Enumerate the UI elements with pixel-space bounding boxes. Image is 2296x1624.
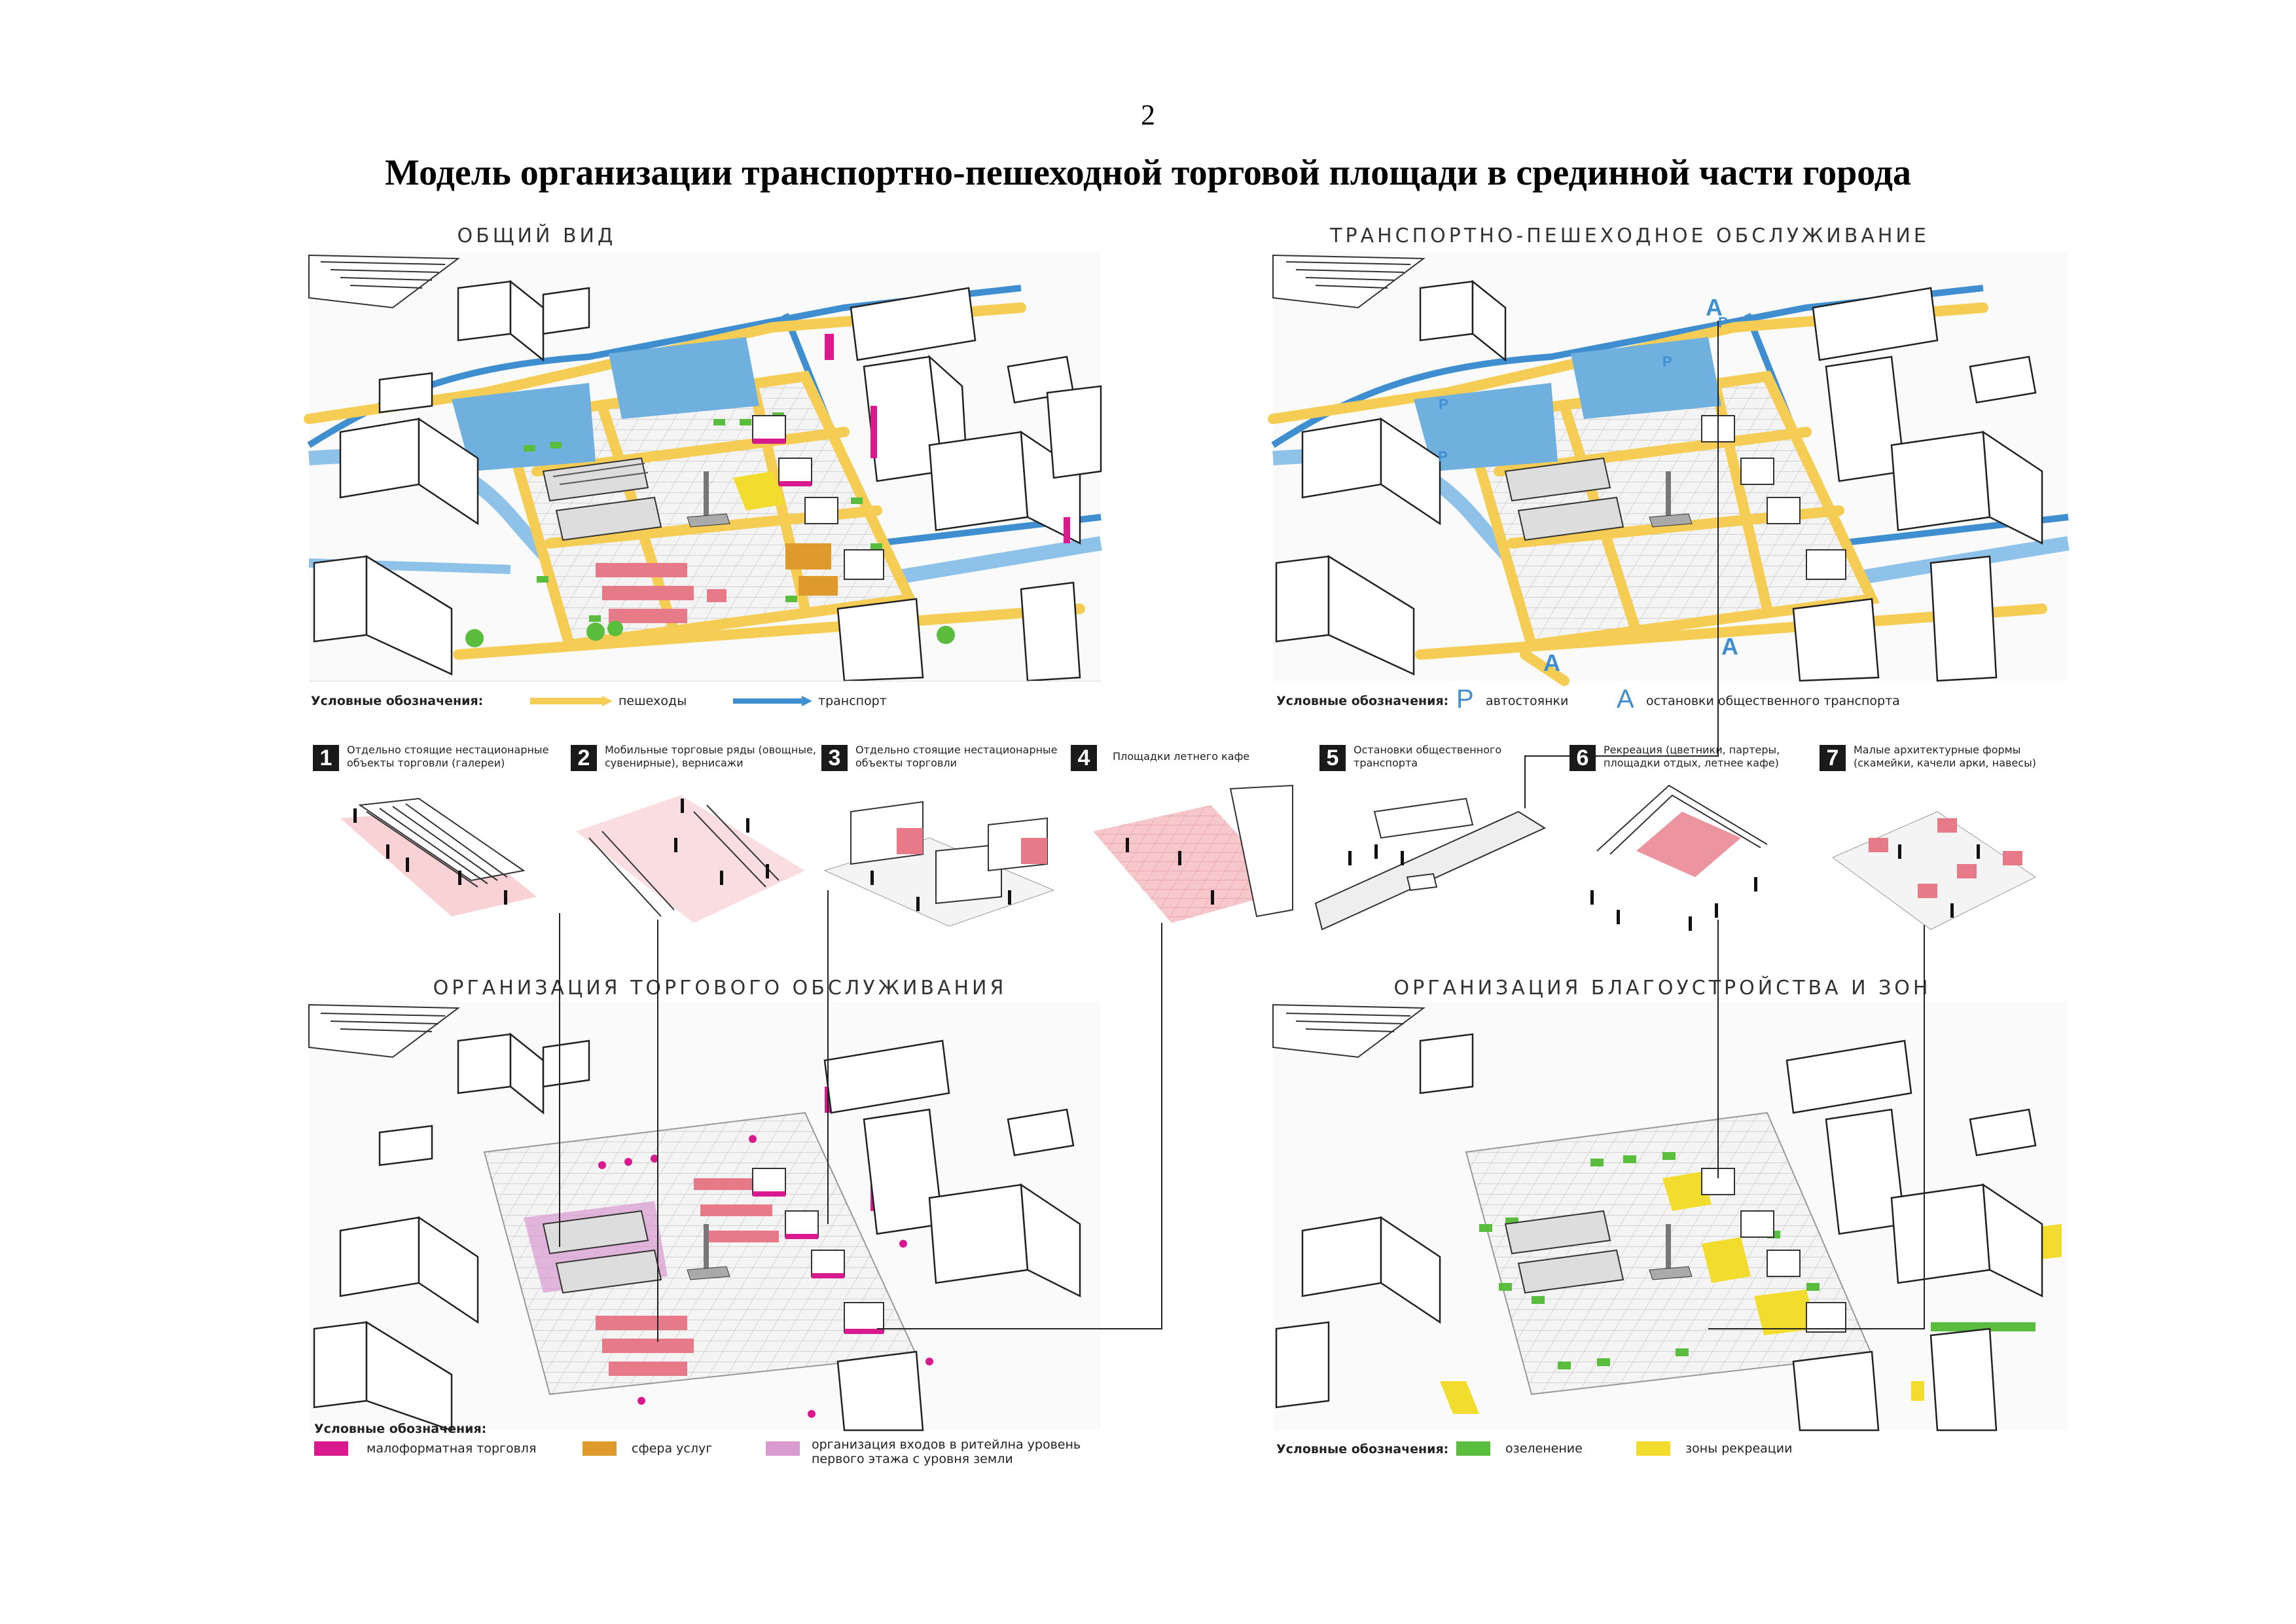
legend-label: Условные обозначения: [1276, 1442, 1449, 1456]
panel-title-recreation: ОРГАНИЗАЦИЯ БЛАГОУСТРОЙСТВА И ЗОН [1393, 977, 1931, 1000]
item-text-2: Мобильные торговые ряды (овощные, сувенирные), вернисажи [605, 744, 816, 769]
item-text-4: Площадки летнего кафе [1113, 750, 1250, 763]
legend-label: Условные обозначения: [1276, 694, 1449, 708]
svg-text:P: P [1718, 314, 1728, 331]
legend-recreation-zones: зоны рекреации [1685, 1441, 1793, 1456]
svg-text:P: P [1438, 448, 1448, 465]
panel-title-transport: ТРАНСПОРТНО-ПЕШЕХОДНОЕ ОБСЛУЖИВАНИЕ [1330, 225, 1929, 247]
svg-text:A: A [1543, 649, 1560, 676]
panel-trade-view [309, 890, 1162, 1430]
legend-pedestrians: пешеходы [619, 694, 687, 708]
legend-stops: остановки общественного транспорта [1646, 694, 1900, 708]
item-number-5: 5 [1319, 745, 1346, 771]
item-number-2: 2 [571, 745, 597, 771]
item-number-7: 7 [1820, 745, 1846, 771]
legend-parking: автостоянки [1486, 694, 1569, 708]
item-text-3: Отдельно стоящие нестационарные объекты торговли [855, 744, 1058, 769]
svg-text:A: A [1721, 633, 1738, 660]
legend-transport: транспорт [818, 694, 887, 708]
page-number: 2 [1141, 99, 1155, 131]
page-title: Модель организации транспортно-пешеходной торговой площади в срединной части города [384, 153, 1911, 193]
svg-text:P: P [1662, 353, 1672, 370]
item-number-1: 1 [313, 745, 339, 771]
legend-recreation [1276, 1442, 1448, 1456]
stop-symbol: A [1617, 685, 1634, 713]
item-text-6: Рекреация (цветники, партеры, площадки отдых, летнее кафе) [1604, 744, 1780, 769]
panel-recreation-view [1273, 913, 2068, 1430]
swatch-greenery [1456, 1441, 1490, 1456]
legend-label: Условные обозначения: [314, 1422, 487, 1436]
swatch-services [583, 1441, 617, 1456]
svg-text:A: A [1706, 294, 1723, 321]
parking-symbol: P [1456, 685, 1474, 713]
legend-trade [314, 1422, 486, 1436]
item-text-5: Остановки общественного транспорта [1354, 744, 1502, 769]
item-number-6: 6 [1570, 745, 1596, 771]
legend-transport-panel [1276, 694, 1448, 708]
panel-title-general: ОБЩИЙ ВИД [457, 225, 617, 247]
legend-greenery: озеленение [1505, 1441, 1583, 1456]
legend-small-trade: малоформатная торговля [367, 1441, 537, 1456]
illustrations-row [340, 785, 2036, 931]
item-text-1: Отдельно стоящие нестационарные объекты торговли (галереи) [347, 744, 549, 769]
swatch-recreation [1636, 1441, 1670, 1456]
panel-title-trade: ОРГАНИЗАЦИЯ ТОРГОВОГО ОБСЛУЖИВАНИЯ [433, 977, 1007, 1000]
swatch-retail-entry [766, 1441, 800, 1456]
legend-services: сфера услуг [632, 1441, 713, 1456]
panel-transport-view [1273, 252, 2068, 808]
legend-retail-entry: организация входов в ритейлна уровень первого этажа с уровня земли [812, 1437, 1081, 1466]
legend-label: Условные обозначения: [311, 694, 484, 708]
item-text-7: Малые архитектурные формы (скамейки, качели арки, навесы) [1854, 744, 2036, 769]
swatch-small-trade [314, 1441, 348, 1456]
legend-general [311, 694, 483, 708]
item-number-4: 4 [1071, 745, 1097, 771]
panel-general-view [309, 252, 1101, 706]
svg-text:P: P [1439, 396, 1448, 412]
item-number-3: 3 [821, 745, 848, 771]
